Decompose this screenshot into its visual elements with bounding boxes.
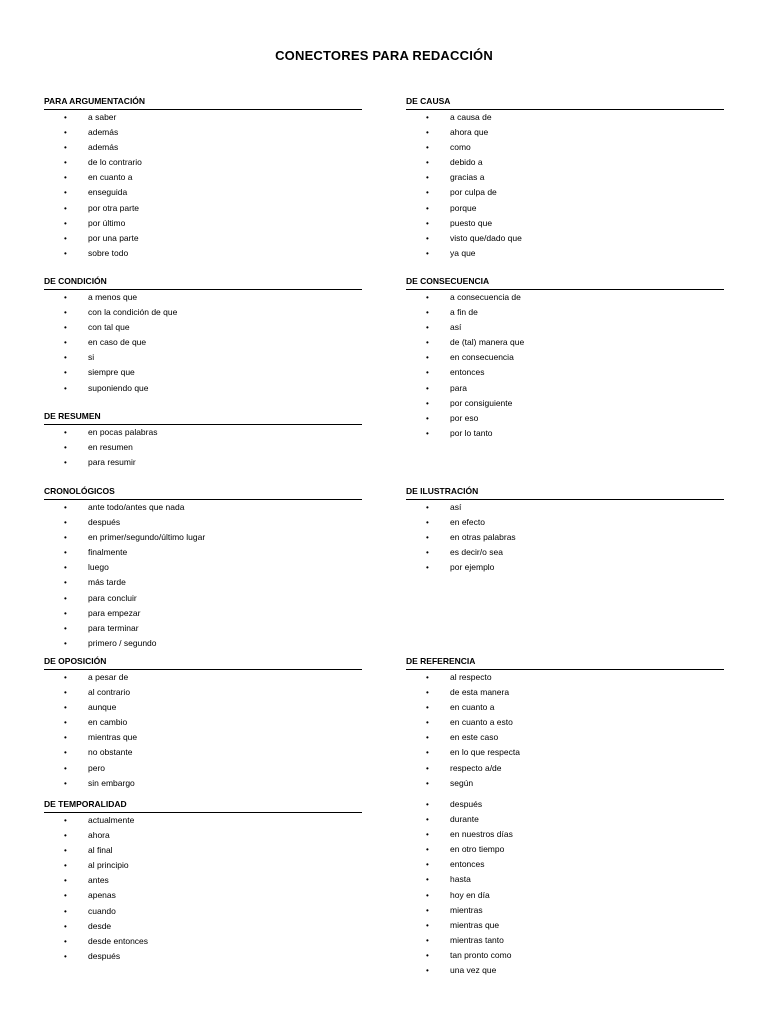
bullet-icon: • <box>426 815 429 825</box>
list-item: • desde entonces <box>44 934 362 949</box>
bullet-icon: • <box>426 533 429 543</box>
bullet-icon: • <box>426 748 429 758</box>
list-item: • primero / segundo <box>44 636 362 651</box>
section-causa <box>406 96 724 261</box>
bullet-icon: • <box>64 876 67 886</box>
bullet-icon: • <box>64 638 67 648</box>
list-item: • enseguida <box>44 185 362 200</box>
connector-list <box>44 425 362 470</box>
bullet-icon: • <box>64 548 67 558</box>
list-item: • en cambio <box>44 715 362 730</box>
bullet-icon: • <box>64 353 67 363</box>
bullet-icon: • <box>64 951 67 961</box>
list-item: • hasta <box>406 872 724 887</box>
list-item: • en primer/segundo/último lugar <box>44 530 362 545</box>
bullet-icon: • <box>64 593 67 603</box>
section-heading: DE RESUMEN <box>44 411 362 425</box>
bullet-icon: • <box>64 203 67 213</box>
bullet-icon: • <box>426 718 429 728</box>
list-item: • ya que <box>406 246 724 261</box>
connector-list <box>406 670 724 791</box>
section-oposicion <box>44 656 362 791</box>
connector-list <box>406 797 724 978</box>
list-item: • por ejemplo <box>406 560 724 575</box>
list-item: • gracias a <box>406 170 724 185</box>
bullet-icon: • <box>64 458 67 468</box>
bullet-icon: • <box>64 233 67 243</box>
list-item: • en efecto <box>406 515 724 530</box>
page-title: CONECTORES PARA REDACCIÓN <box>275 48 493 63</box>
list-item: • en cuanto a esto <box>406 715 724 730</box>
list-item: • mientras <box>406 903 724 918</box>
list-item: • antes <box>44 873 362 888</box>
bullet-icon: • <box>426 890 429 900</box>
list-item: • por último <box>44 216 362 231</box>
section-consecuencia <box>406 276 724 441</box>
connector-list <box>44 290 362 396</box>
list-item: • a saber <box>44 110 362 125</box>
section-heading: DE CAUSA <box>406 96 724 110</box>
list-item: • debido a <box>406 155 724 170</box>
list-item: • mientras tanto <box>406 933 724 948</box>
section-temporalidad-continued <box>406 797 724 978</box>
bullet-icon: • <box>64 861 67 871</box>
list-item: • por lo tanto <box>406 426 724 441</box>
bullet-icon: • <box>426 308 429 318</box>
connector-list <box>44 670 362 791</box>
section-ilustracion <box>406 486 724 575</box>
list-item: • además <box>44 140 362 155</box>
list-item: • para empezar <box>44 606 362 621</box>
list-item: • en cuanto a <box>406 700 724 715</box>
bullet-icon: • <box>64 846 67 856</box>
bullet-icon: • <box>426 128 429 138</box>
list-item: • sobre todo <box>44 246 362 261</box>
list-item: • finalmente <box>44 545 362 560</box>
list-item: • en resumen <box>44 440 362 455</box>
bullet-icon: • <box>64 188 67 198</box>
bullet-icon: • <box>64 733 67 743</box>
list-item: • por culpa de <box>406 185 724 200</box>
list-item: • a pesar de <box>44 670 362 685</box>
list-item: • para <box>406 381 724 396</box>
list-item: • luego <box>44 560 362 575</box>
bullet-icon: • <box>64 293 67 302</box>
list-item: • además <box>44 125 362 140</box>
list-item: • por consiguiente <box>406 396 724 411</box>
list-item: • después <box>44 515 362 530</box>
bullet-icon: • <box>426 563 429 573</box>
list-item: • así <box>406 320 724 335</box>
bullet-icon: • <box>64 338 67 348</box>
list-item: • al final <box>44 843 362 858</box>
section-resumen <box>44 411 362 470</box>
connector-list <box>406 290 724 441</box>
bullet-icon: • <box>64 518 67 528</box>
bullet-icon: • <box>426 763 429 773</box>
section-referencia <box>406 656 724 791</box>
list-item: • a causa de <box>406 110 724 125</box>
list-item: • entonces <box>406 365 724 380</box>
list-item: • al contrario <box>44 685 362 700</box>
section-cronologicos <box>44 486 362 651</box>
bullet-icon: • <box>64 921 67 931</box>
bullet-icon: • <box>426 688 429 698</box>
bullet-icon: • <box>64 623 67 633</box>
section-heading: DE ILUSTRACIÓN <box>406 486 724 500</box>
list-item: • desde <box>44 919 362 934</box>
bullet-icon: • <box>426 966 429 976</box>
list-item: • para resumir <box>44 455 362 470</box>
bullet-icon: • <box>64 816 67 825</box>
list-item: • así <box>406 500 724 515</box>
bullet-icon: • <box>64 703 67 713</box>
bullet-icon: • <box>64 428 67 437</box>
list-item: • de lo contrario <box>44 155 362 170</box>
list-item: • a fin de <box>406 305 724 320</box>
connector-list <box>406 500 724 575</box>
bullet-icon: • <box>426 353 429 363</box>
connector-list <box>44 110 362 261</box>
list-item: • a consecuencia de <box>406 290 724 305</box>
list-item: • puesto que <box>406 216 724 231</box>
list-item: • para terminar <box>44 621 362 636</box>
bullet-icon: • <box>426 733 429 743</box>
section-heading: DE CONSECUENCIA <box>406 276 724 290</box>
section-heading: PARA ARGUMENTACIÓN <box>44 96 362 110</box>
list-item: • más tarde <box>44 575 362 590</box>
list-item: • pero <box>44 761 362 776</box>
list-item: • por eso <box>406 411 724 426</box>
list-item: • hoy en día <box>406 888 724 903</box>
bullet-icon: • <box>426 218 429 228</box>
list-item: • por una parte <box>44 231 362 246</box>
list-item: • durante <box>406 812 724 827</box>
connector-list <box>44 813 362 964</box>
list-item: • respecto a/de <box>406 761 724 776</box>
bullet-icon: • <box>426 935 429 945</box>
bullet-icon: • <box>64 368 67 378</box>
list-item: • a menos que <box>44 290 362 305</box>
bullet-icon: • <box>426 368 429 378</box>
list-item: • en cuanto a <box>44 170 362 185</box>
bullet-icon: • <box>426 548 429 558</box>
bullet-icon: • <box>64 443 67 453</box>
list-item: • en caso de que <box>44 335 362 350</box>
bullet-icon: • <box>64 831 67 841</box>
list-item: • sin embargo <box>44 776 362 791</box>
bullet-icon: • <box>64 673 67 682</box>
bullet-icon: • <box>426 830 429 840</box>
list-item: • en consecuencia <box>406 350 724 365</box>
list-item: • actualmente <box>44 813 362 828</box>
bullet-icon: • <box>64 608 67 618</box>
list-item: • al principio <box>44 858 362 873</box>
list-item: • suponiendo que <box>44 381 362 396</box>
bullet-icon: • <box>426 905 429 915</box>
bullet-icon: • <box>64 218 67 228</box>
bullet-icon: • <box>64 248 67 258</box>
list-item: • por otra parte <box>44 201 362 216</box>
bullet-icon: • <box>426 143 429 153</box>
list-item: • ahora <box>44 828 362 843</box>
bullet-icon: • <box>426 673 429 682</box>
list-item: • en otro tiempo <box>406 842 724 857</box>
bullet-icon: • <box>426 398 429 408</box>
bullet-icon: • <box>64 778 67 788</box>
list-item: • mientras que <box>44 730 362 745</box>
list-item: • apenas <box>44 888 362 903</box>
section-temporalidad <box>44 799 362 964</box>
bullet-icon: • <box>426 518 429 528</box>
bullet-icon: • <box>426 778 429 788</box>
list-item: • tan pronto como <box>406 948 724 963</box>
list-item: • porque <box>406 201 724 216</box>
list-item: • de esta manera <box>406 685 724 700</box>
connector-list <box>406 110 724 261</box>
bullet-icon: • <box>64 323 67 333</box>
list-item: • visto que/dado que <box>406 231 724 246</box>
bullet-icon: • <box>426 188 429 198</box>
list-item: • ante todo/antes que nada <box>44 500 362 515</box>
bullet-icon: • <box>64 718 67 728</box>
bullet-icon: • <box>64 563 67 573</box>
bullet-icon: • <box>426 233 429 243</box>
bullet-icon: • <box>64 503 67 512</box>
bullet-icon: • <box>64 128 67 138</box>
list-item: • una vez que <box>406 963 724 978</box>
bullet-icon: • <box>426 503 429 512</box>
bullet-icon: • <box>426 323 429 333</box>
list-item: • si <box>44 350 362 365</box>
list-item: • para concluir <box>44 591 362 606</box>
bullet-icon: • <box>64 143 67 153</box>
bullet-icon: • <box>64 936 67 946</box>
list-item: • siempre que <box>44 365 362 380</box>
bullet-icon: • <box>64 578 67 588</box>
section-heading: DE CONDICIÓN <box>44 276 362 290</box>
list-item: • en este caso <box>406 730 724 745</box>
bullet-icon: • <box>426 875 429 885</box>
bullet-icon: • <box>64 113 67 122</box>
list-item: • en otras palabras <box>406 530 724 545</box>
section-condicion <box>44 276 362 396</box>
bullet-icon: • <box>426 248 429 258</box>
bullet-icon: • <box>426 845 429 855</box>
list-item: • ahora que <box>406 125 724 140</box>
bullet-icon: • <box>64 891 67 901</box>
list-item: • es decir/o sea <box>406 545 724 560</box>
list-item: • al respecto <box>406 670 724 685</box>
bullet-icon: • <box>426 950 429 960</box>
bullet-icon: • <box>64 688 67 698</box>
list-item: • después <box>44 949 362 964</box>
bullet-icon: • <box>426 203 429 213</box>
section-heading: DE OPOSICIÓN <box>44 656 362 670</box>
bullet-icon: • <box>426 173 429 183</box>
bullet-icon: • <box>64 173 67 183</box>
bullet-icon: • <box>64 906 67 916</box>
list-item: • con tal que <box>44 320 362 335</box>
bullet-icon: • <box>426 383 429 393</box>
list-item: • de (tal) manera que <box>406 335 724 350</box>
bullet-icon: • <box>426 703 429 713</box>
bullet-icon: • <box>426 920 429 930</box>
connector-list <box>44 500 362 651</box>
bullet-icon: • <box>64 763 67 773</box>
list-item: • como <box>406 140 724 155</box>
section-heading: DE TEMPORALIDAD <box>44 799 362 813</box>
section-heading: DE REFERENCIA <box>406 656 724 670</box>
bullet-icon: • <box>64 748 67 758</box>
bullet-icon: • <box>426 113 429 122</box>
bullet-icon: • <box>426 800 429 809</box>
bullet-icon: • <box>64 308 67 318</box>
list-item: • en lo que respecta <box>406 745 724 760</box>
bullet-icon: • <box>426 338 429 348</box>
list-item: • cuando <box>44 904 362 919</box>
list-item: • aunque <box>44 700 362 715</box>
bullet-icon: • <box>426 413 429 423</box>
section-argumentacion <box>44 96 362 261</box>
bullet-icon: • <box>426 428 429 438</box>
list-item: • según <box>406 776 724 791</box>
list-item: • después <box>406 797 724 812</box>
list-item: • con la condición de que <box>44 305 362 320</box>
bullet-icon: • <box>64 158 67 168</box>
list-item: • entonces <box>406 857 724 872</box>
bullet-icon: • <box>64 533 67 543</box>
bullet-icon: • <box>426 860 429 870</box>
list-item: • no obstante <box>44 745 362 760</box>
bullet-icon: • <box>426 158 429 168</box>
list-item: • en pocas palabras <box>44 425 362 440</box>
section-heading: CRONOLÓGICOS <box>44 486 362 500</box>
list-item: • en nuestros días <box>406 827 724 842</box>
bullet-icon: • <box>426 293 429 302</box>
list-item: • mientras que <box>406 918 724 933</box>
bullet-icon: • <box>64 383 67 393</box>
